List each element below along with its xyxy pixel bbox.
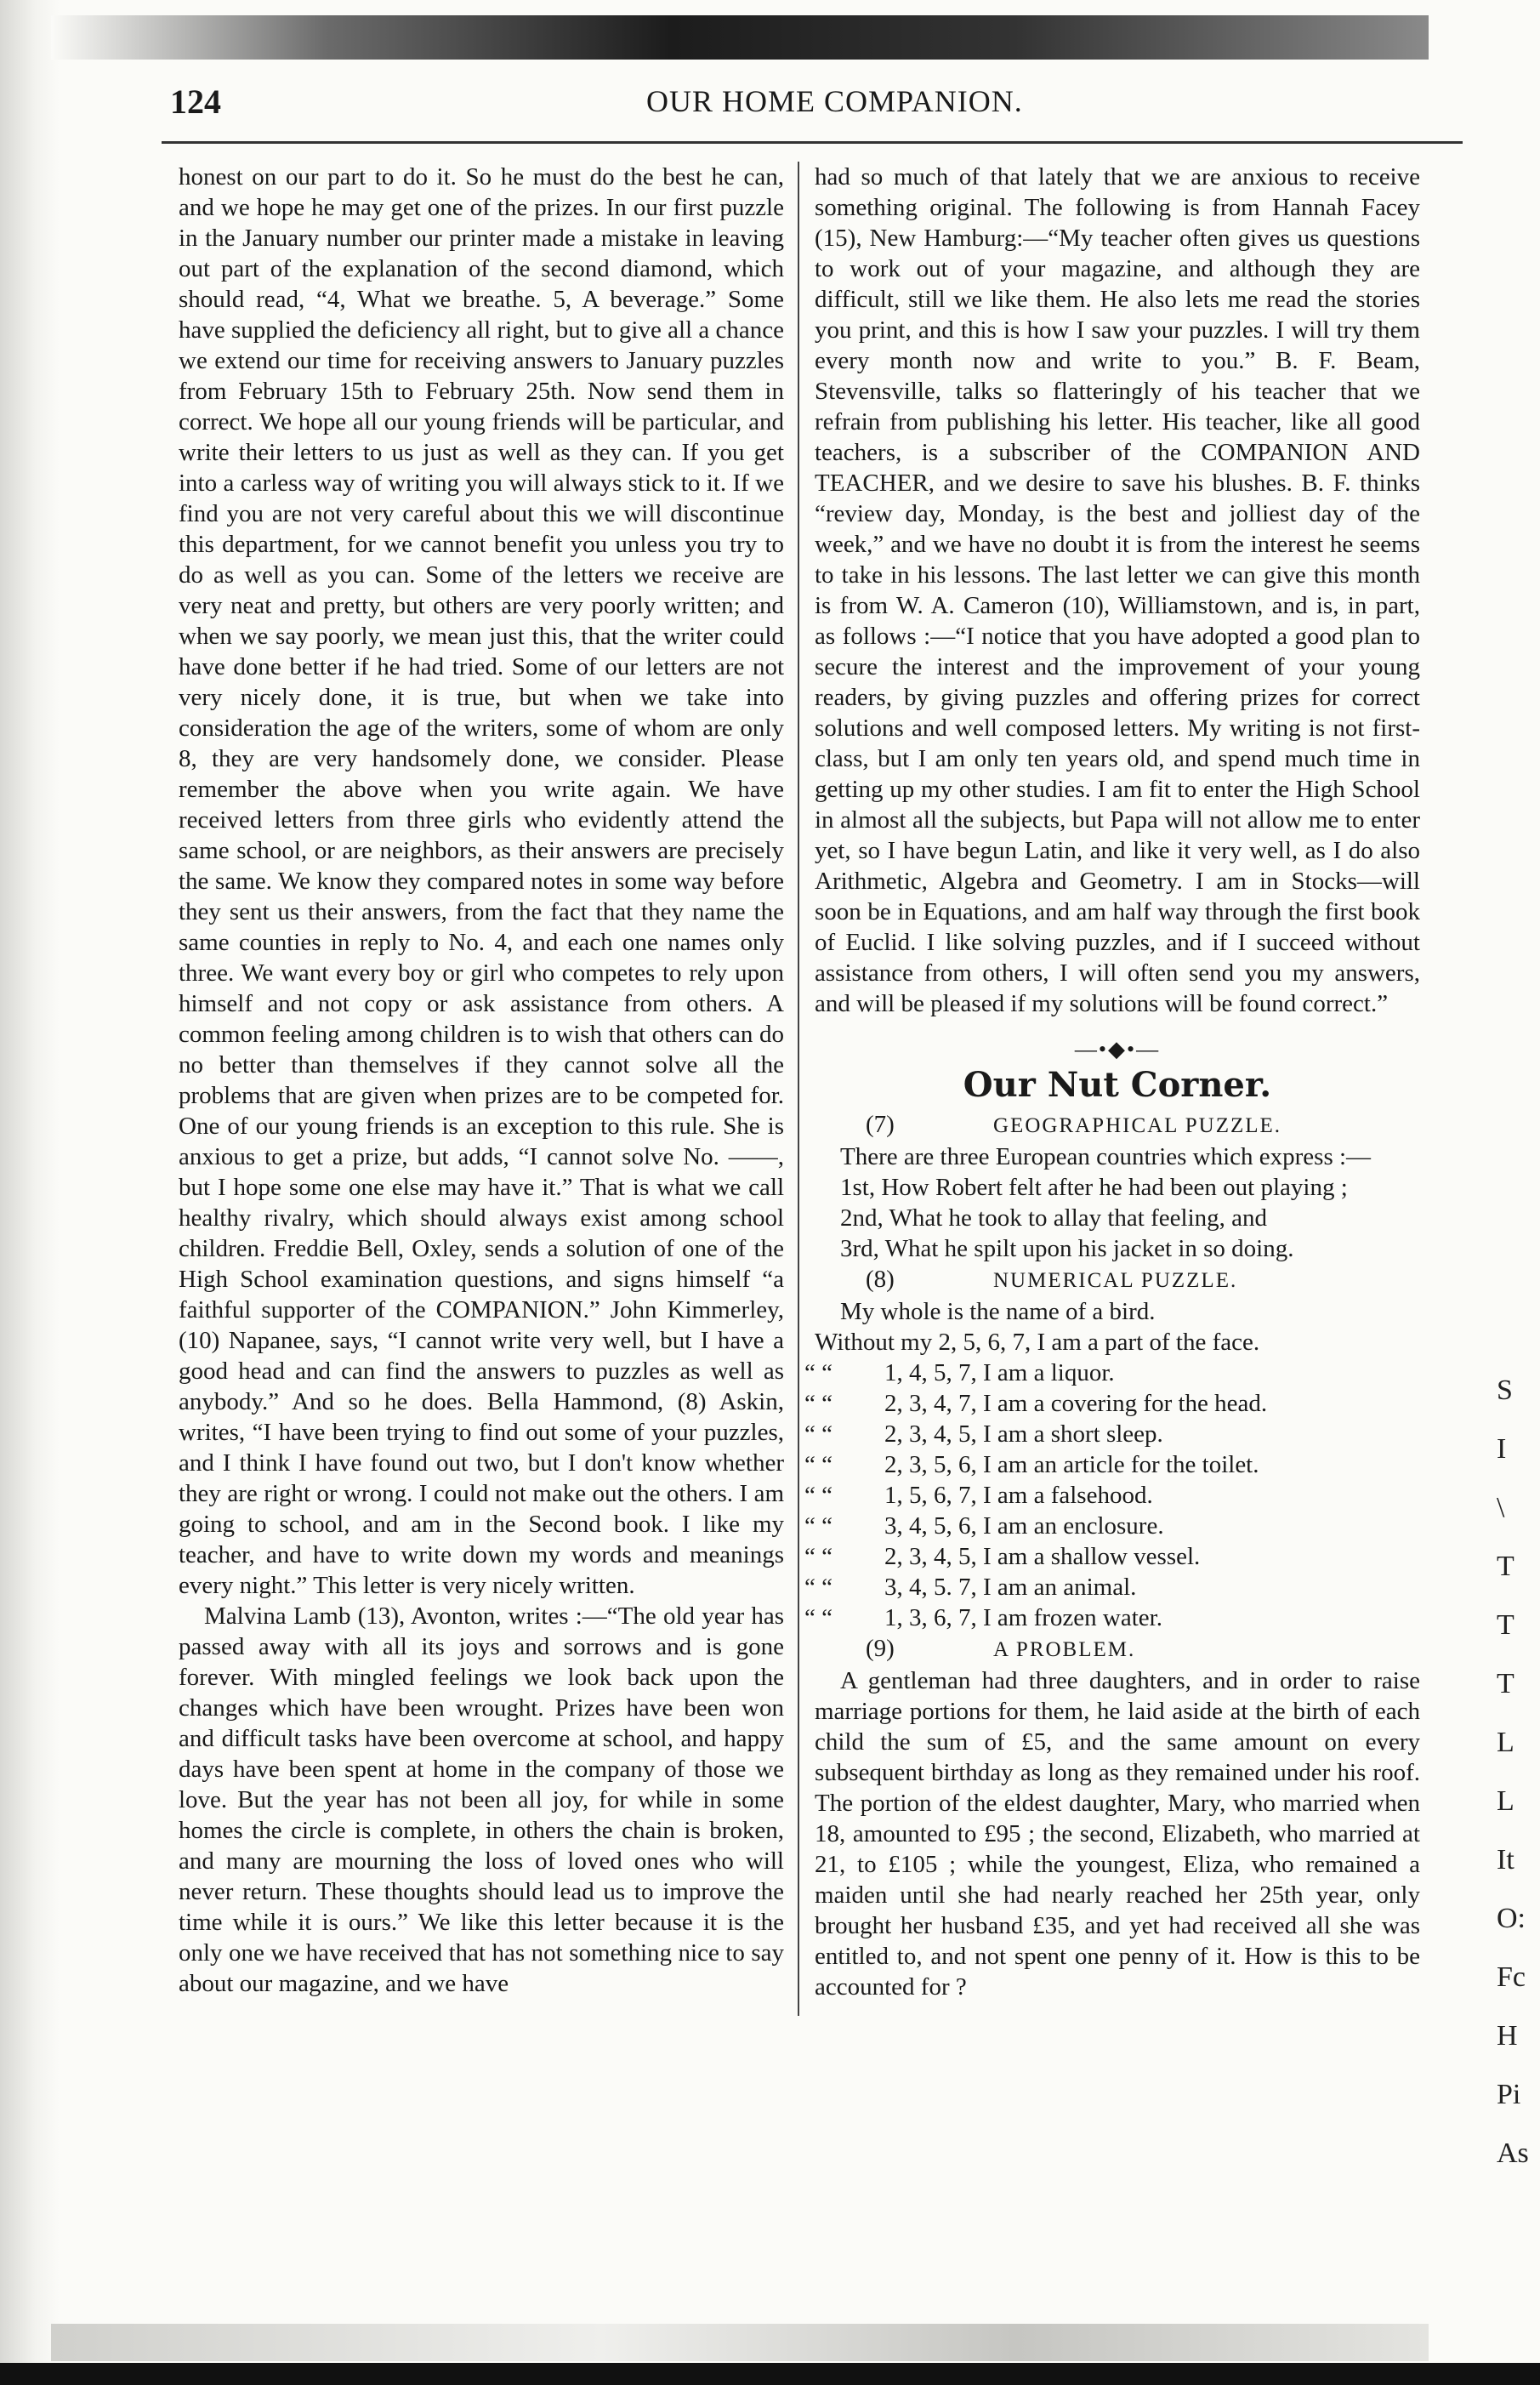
puzzle-7-heading [815,1109,1420,1141]
puzzle-8-heading [815,1264,1420,1296]
margin-fragment: L [1497,1785,1514,1817]
margin-fragment: \ [1497,1492,1505,1523]
margin-fragment: T [1497,1551,1514,1582]
right-paragraph-1: had so much of that lately that we are anxious to receive something original. The following is from Hannah Facey (15), New Hamburg:—“My teacher often gives us questions to work out of your magazine, and although they are difficult, still we like them. He also lets me read the stories you print, and this is how I saw your puzzles. I will try them every month now and write to you.” B. F. Beam, Stevensville, talks so flatteringly of his teacher that we refrain from publishing his letter. His teacher, like all good teachers, is a subscriber of the COMPANION AND TEACHER, and we desire to save his blushes. B. F. thinks “review day, Monday, is the best and jolliest day of the week,” and we have no doubt it is from the interest he seems to take in his lessons. The last letter we can give this month is from W. A. Cameron (10), Williamstown, and is, in part, as follows :—“I notice that you have adopted a good plan to secure the interest and the improvement of your young readers, by giving puzzles and offering prizes for correct solutions and well composed letters. My writing is not first-class, but I am only ten years old, and spend much time in getting up my other studies. I am fit to enter the High School in almost all the subjects, but Papa will not allow me to enter yet, so I have begun Latin, and like it very well, as I do also Arithmetic, Algebra and Geometry. I am in Stocks—will soon be in Equations, and am half way through the first book of Euclid. I like solving puzzles, and if I succeed without assistance from others, I will often send you my answers, and will be pleased if my solutions will be found correct.” [815,163,1420,1017]
ditto-marks: “ “ [804,1359,833,1386]
ditto-marks: “ “ [804,1574,833,1601]
ditto-marks: “ “ [804,1604,833,1631]
puzzle-8-line: “ “ 1, 5, 6, 7, I am a falsehood. [804,1482,1153,1509]
puzzle-8-line: “ “ 2, 3, 5, 6, I am an article for the toilet. [804,1451,1259,1478]
puzzle-8-line: “ “ 3, 4, 5. 7, I am an animal. [804,1574,1137,1601]
puzzle-7-title: GEOGRAPHICAL PUZZLE. [993,1114,1282,1137]
margin-fragment: S [1497,1375,1513,1406]
ditto-marks: “ “ [804,1482,833,1509]
puzzle-8-line: “ “ 2, 3, 4, 7, I am a covering for the head. [804,1390,1268,1417]
puzzle-8-title: NUMERICAL PUZZLE. [993,1269,1238,1292]
margin-fragment: It [1497,1844,1514,1876]
page-header [170,73,1420,133]
ditto-marks: “ “ [804,1390,833,1417]
puzzle-8-line: “ “ 1, 4, 5, 7, I am a liquor. [804,1359,1115,1386]
page-number: 124 [170,83,221,121]
ditto-marks: “ “ [804,1420,833,1448]
puzzle-8-line: “ “ 1, 3, 6, 7, I am frozen water. [804,1604,1162,1631]
left-column [179,162,784,1999]
puzzle-8-line: “ “ 2, 3, 4, 5, I am a short sleep. [804,1420,1163,1448]
margin-fragment: T [1497,1668,1514,1699]
puzzle-8-intro: My whole is the name of a bird. [840,1298,1156,1325]
right-column [804,162,1420,2002]
adjacent-page-fragments [1497,1361,1539,2183]
column-rule [798,162,799,2016]
page-shadow [0,0,60,2385]
section-ornament: —•◆•— [1074,1037,1161,1062]
scan-bottom-smudge [51,2324,1429,2361]
scan-bottom-edge [0,2363,1540,2385]
puzzle-8-line: “ “ 2, 3, 4, 5, I am a shallow vessel. [804,1543,1201,1570]
puzzle-9-heading [815,1633,1420,1665]
puzzle-7-intro: There are three European countries which express :— [840,1143,1372,1170]
margin-fragment: Fc [1497,1961,1526,1993]
puzzle-9-title: A PROBLEM. [993,1638,1136,1661]
margin-fragment: O: [1497,1903,1526,1934]
ditto-marks: “ “ [804,1451,833,1478]
margin-fragment: T [1497,1609,1514,1641]
puzzle-7-line: 3rd, What he spilt upon his jacket in so doing. [840,1235,1294,1262]
margin-fragment: As [1497,2137,1529,2169]
puzzle-8-line: “ “ 3, 4, 5, 6, I am an enclosure. [804,1512,1164,1540]
ditto-marks: “ “ [804,1512,833,1540]
margin-fragment: I [1497,1433,1507,1465]
puzzle-9-number: (9) [866,1635,895,1662]
margin-fragment: H [1497,2020,1518,2052]
running-title: OUR HOME COMPANION. [646,84,1023,118]
puzzle-7-number: (7) [866,1111,895,1138]
left-paragraph-1: honest on our part to do it. So he must do the best he can, and we hope he may get one of the prizes. In our first puzzle in the January number our printer made a mistake in leaving out part of the explanation of the second diamond, which should read, “4, What we breathe. 5, A beverage.” Some have supplied the deficiency all right, but to give all a chance we extend our time for receiving answers to January puzzles from February 15th to February 25th. Now send them in correct. We hope all our young friends will be particular, and write their letters to us just as well as they can. If you get into a carless way of writing you will always stick to it. If we find you are not very careful about this we will discontinue this department, for we cannot benefit you unless you try to do as well as you can. Some of the letters we receive are very neat and pretty, but others are very poorly written; and when we say poorly, we mean just this, that the writer could have done better if he had tried. Some of our letters are not very nicely done, it is true, but when we take into consideration the age of the writers, some of whom are only 8, they are very handsomely done, we consider. Please remember the above when you write again. We have received letters from three girls who evidently attend the same school, or are neighbors, as their answers are precisely the same. We know they compared notes in some way before they sent us their answers, from the fact that they name the same counties in reply to No. 4, and each one names only three. We want every boy or girl who competes to rely upon himself and not copy or ask assistance from others. A common feeling among children is to wish that others can do no better than themselves if they cannot solve all the problems that are given when prizes are to be competed for. One of our young friends is an exception to this rule. She is anxious to get a prize, but adds, “I cannot solve No. ——, but I hope some one else may have it.” That is what we call healthy rivalry, which should always exist among school children. Freddie Bell, Oxley, sends a solution of one of the High School examination questions, and signs himself “a faithful supporter of the COMPANION.” John Kimmerley, (10) Napanee, says, “I cannot write very well, but I have a good head and can find the answers to puzzles as well as anybody.” And so he does. Bella Hammond, (8) Askin, writes, “I have been trying to find out some of your puzzles, and I think I have found out two, but I don't know whether they are right or wrong. I could not make out the others. I am going to school, and am in the Second book. I like my teacher, and have to write down my words and meanings every night.” This letter is very nicely written. [179,163,784,1599]
margin-fragment: Pi [1497,2079,1521,2110]
puzzle-7-line: 2nd, What he took to allay that feeling, and [840,1204,1267,1232]
scan-top-smudge [51,15,1429,60]
puzzle-8-first-line: Without my 2, 5, 6, 7, I am a part of the face. [815,1329,1260,1356]
header-rule [162,141,1463,144]
puzzle-7-line: 1st, How Robert felt after he had been out playing ; [840,1174,1348,1201]
ditto-marks: “ “ [804,1543,833,1570]
puzzle-8-number: (8) [866,1266,895,1293]
puzzle-9-text: A gentleman had three daughters, and in order to raise marriage portions for them, he laid aside at the birth of each child the sum of £5, and the same amount on every subsequent birthday as long as they remained under his roof. The portion of the eldest daughter, Mary, who married when 18, amounted to £95 ; the second, Elizabeth, who married at 21, to £105 ; while the youngest, Eliza, who remained a maiden until she had nearly reached her 25th year, only brought her husband £35, and yet had received all she was entitled to, and not spent one penny of it. How is this to be accounted for ? [815,1667,1420,2001]
margin-fragment: L [1497,1727,1514,1758]
left-paragraph-2: Malvina Lamb (13), Avonton, writes :—“The old year has passed away with all its joys and sorrows and is gone forever. With mingled feelings we look back upon the changes which have been wrought. Prizes have been won and difficult tasks have been overcome at school, and happy days have been spent at home in the company of those we love. But the year has not been all joy, for while in some homes the circle is complete, in others the chain is broken, and many are mourning the loss of loved ones who will never return. These thoughts should lead us to improve the time while it is ours.” We like this letter because it is the only one we have received that has not something nice to say about our magazine, and we have [179,1602,784,1997]
section-title: Our Nut Corner. [963,1065,1272,1105]
